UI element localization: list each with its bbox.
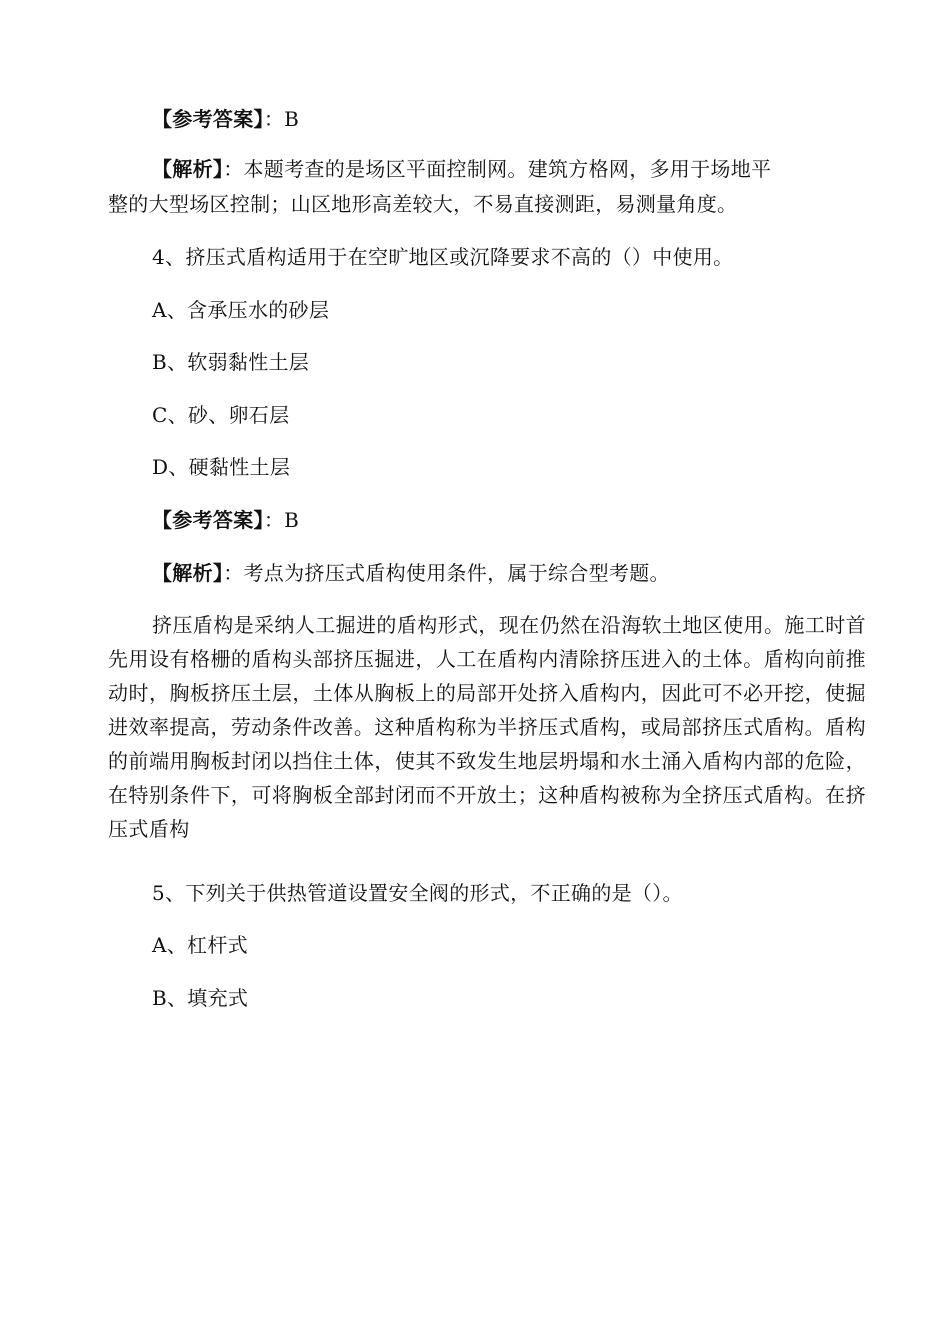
question-5-stem: 5、下列关于供热管道设置安全阀的形式，不正确的是（）。 <box>152 881 683 905</box>
analysis-text: ：本题考查的是场区平面控制网。建筑方格网，多用于场地平 <box>223 157 772 181</box>
question-4-analysis <box>152 558 912 588</box>
question-4-option-a: A、含承压水的砂层 <box>152 298 330 322</box>
question-4-option-d: D、硬黏性土层 <box>152 455 291 479</box>
answer-value: ：B <box>263 508 300 532</box>
question-4-option-b: B、软弱黏性土层 <box>152 350 310 374</box>
question-4-answer <box>152 505 912 535</box>
question-5-option-b: B、填充式 <box>152 986 249 1010</box>
question-4-option-c: C、砂、卵石层 <box>152 403 290 427</box>
question-4-stem: 4、挤压式盾构适用于在空旷地区或沉降要求不高的（）中使用。 <box>152 245 734 269</box>
analysis-label: 【解析】 <box>152 157 224 181</box>
analysis-line-2: 整的大型场区控制；山区地形高差较大，不易直接测距，易测量角度。 <box>108 192 738 216</box>
answer-label: 【参考答案】 <box>152 107 264 131</box>
answer-line-1 <box>152 104 912 134</box>
analysis-label: 【解析】 <box>152 561 224 585</box>
answer-value: ：B <box>263 107 300 131</box>
answer-label: 【参考答案】 <box>152 508 264 532</box>
question-5-option-a: A、杠杆式 <box>152 933 248 957</box>
analysis-text: ：考点为挤压式盾构使用条件，属于综合型考题。 <box>223 561 670 585</box>
question-4-explanation: 挤压盾构是采纳人工掘进的盾构形式，现在仍然在沿海软土地区使用。施工时首先用设有格栅的盾构头部挤压掘进，人工在盾构内清除挤压进入的土体。盾构向前推动时，胸板挤压土层，土体从胸板上的局部开处挤入盾构内，因此可不必开挖，使掘进效率提高，劳动条件改善。这种盾构称为半挤压式盾构，或局部挤压式盾构。盾构的前端用胸板封闭以挡住土体，使其不致发生地层坍塌和水土涌入盾构内部的危险，在特别条件下，可将胸板全部封闭而不开放土；这种盾构被称为全挤压式盾构。在挤压式盾构 <box>108 613 866 841</box>
analysis-line-1 <box>152 154 912 184</box>
